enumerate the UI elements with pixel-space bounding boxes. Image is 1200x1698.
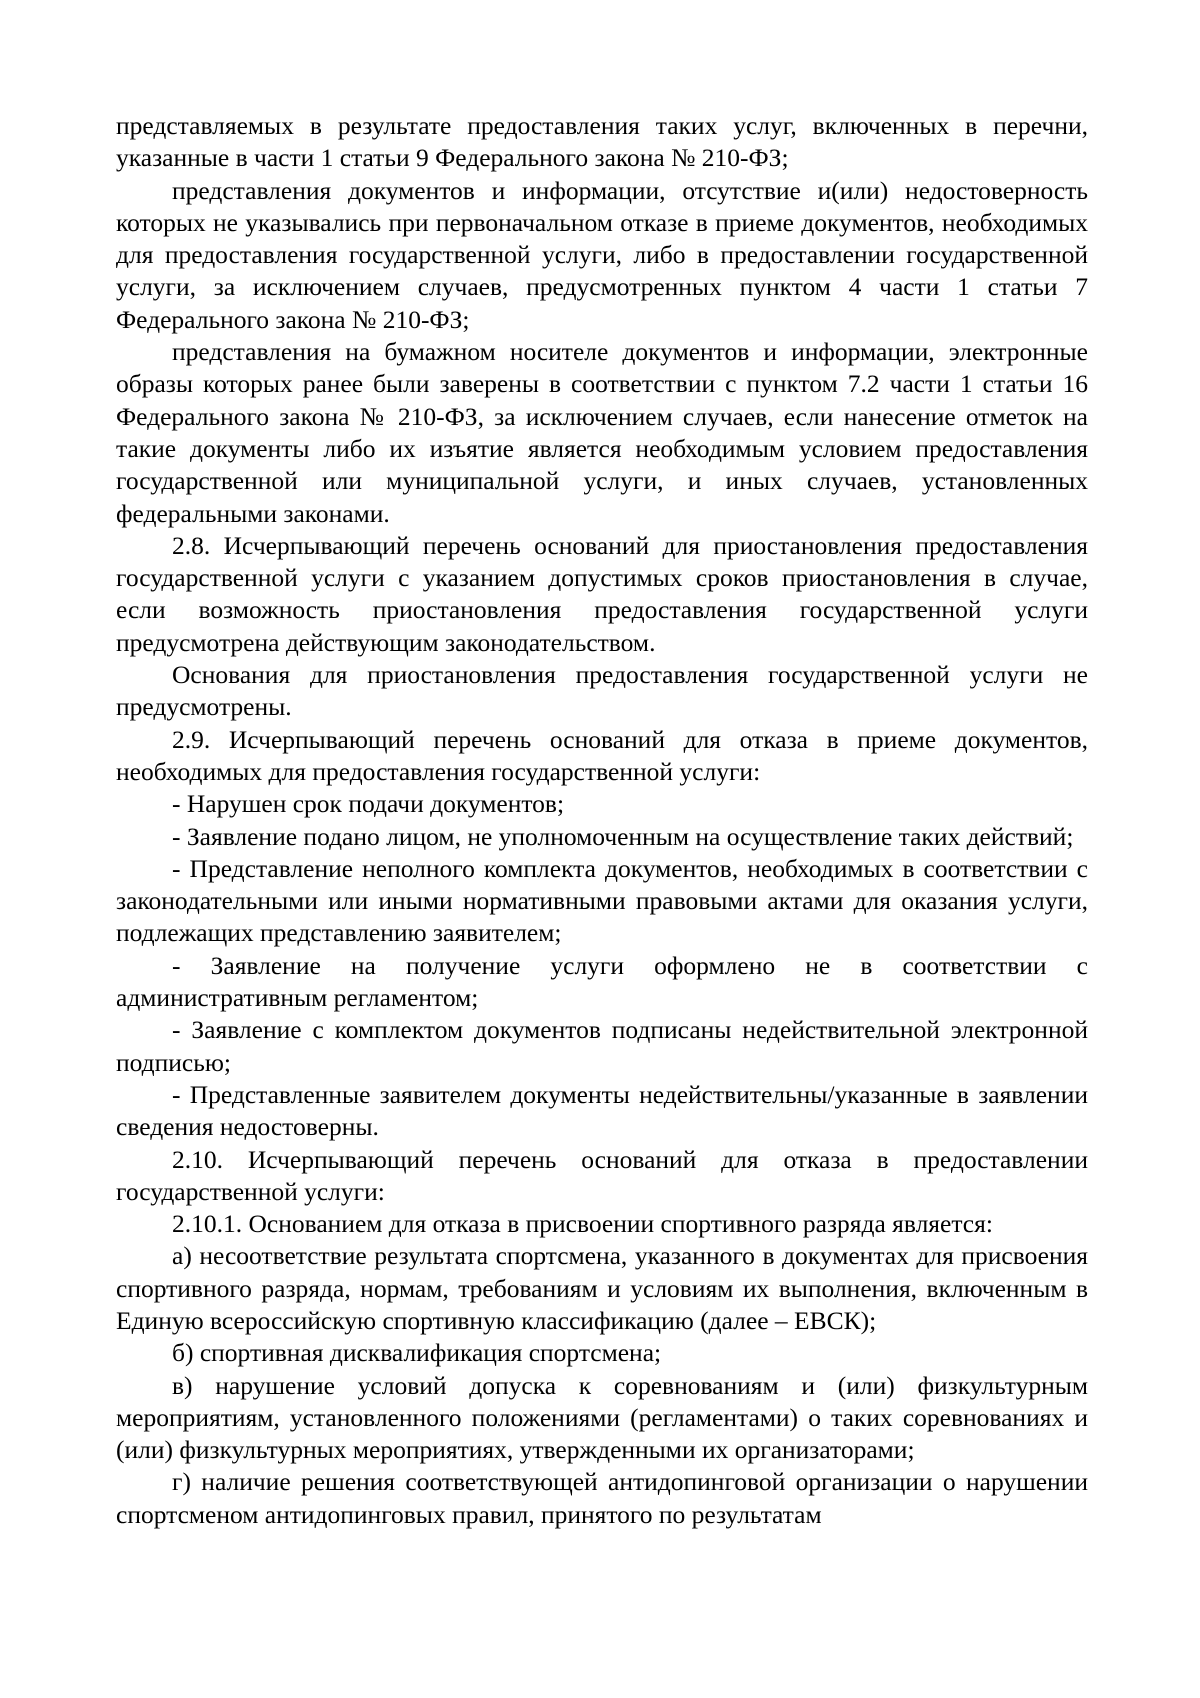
- paragraph-p07: - Нарушен срок подачи документов;: [172, 789, 565, 819]
- paragraph-p02: представления документов и информации, отсутствие и(или) недостоверность которых не указывались при первоначальном отказе в приеме документов, необходимых для предоставления государственной услуги, либо в предоставлении государственной услуги, за исключением случаев, предусмотренных пунктом 4 части 1 статьи 7 Федерального закона № 210-ФЗ;: [116, 175, 1088, 334]
- paragraph-p10: - Заявление на получение услуги оформлено не в соответствии с административным регламентом;: [116, 950, 1088, 1013]
- paragraph-p13: 2.10. Исчерпывающий перечень оснований для отказа в предоставлении государственной услуги:: [116, 1144, 1088, 1206]
- paragraph-p11: - Заявление с комплектом документов подписаны недействительной электронной подписью;: [116, 1015, 1088, 1077]
- paragraph-p17: в) нарушение условий допуска к соревнованиям и (или) физкультурным мероприятиям, установленного положениями (регламентами) о таких соревнованиях и (или) физкультурных мероприятиях, утвержденными их организаторами;: [116, 1370, 1088, 1465]
- paragraph-p05: Основания для приостановления предоставления государственной услуги не предусмотрены.: [116, 660, 1088, 722]
- paragraph-p12: - Представленные заявителем документы недействительны/указанные в заявлении сведения недостоверны.: [116, 1079, 1088, 1142]
- document-page: [116, 110, 1088, 1531]
- paragraph-p16: б) спортивная дисквалификация спортсмена;: [172, 1338, 662, 1368]
- paragraph-p01: представляемых в результате предоставления таких услуг, включенных в перечни, указанные в части 1 статьи 9 Федерального закона № 210-ФЗ;: [116, 111, 1088, 173]
- paragraph-p15: а) несоответствие результата спортсмена, указанного в документах для присвоения спортивного разряда, нормам, требованиям и условиям их выполнения, включенным в Единую всероссийскую спортивную классификацию (далее – ЕВСК);: [116, 1241, 1088, 1335]
- paragraph-p04: 2.8. Исчерпывающий перечень оснований для приостановления предоставления государственной услуги с указанием допустимых сроков приостановления в случае, если возможность приостановления предоставления государственной услуги предусмотрена действующим законодательством.: [116, 530, 1088, 657]
- paragraph-p09: - Представление неполного комплекта документов, необходимых в соответствии с законодательными или иными нормативными правовыми актами для оказания услуги, подлежащих представлению заявителем;: [116, 853, 1088, 948]
- paragraph-p03: представления на бумажном носителе документов и информации, электронные образы которых ранее были заверены в соответствии с пунктом 7.2 части 1 статьи 16 Федерального закона № 210-ФЗ, за исключением случаев, если нанесение отметок на такие документы либо их изъятие является необходимым условием предоставления государственной или муниципальной услуги, и иных случаев, установленных федеральными законами.: [116, 337, 1088, 528]
- paragraph-p08: - Заявление подано лицом, не уполномоченным на осуществление таких действий;: [172, 821, 1074, 851]
- paragraph-p14: 2.10.1. Основанием для отказа в присвоении спортивного разряда является:: [172, 1209, 993, 1239]
- paragraph-p18: г) наличие решения соответствующей антидопинговой организации о нарушении спортсменом антидопинговых правил, принятого по результатам: [116, 1467, 1088, 1529]
- paragraph-p06: 2.9. Исчерпывающий перечень оснований для отказа в приеме документов, необходимых для предоставления государственной услуги:: [116, 724, 1088, 786]
